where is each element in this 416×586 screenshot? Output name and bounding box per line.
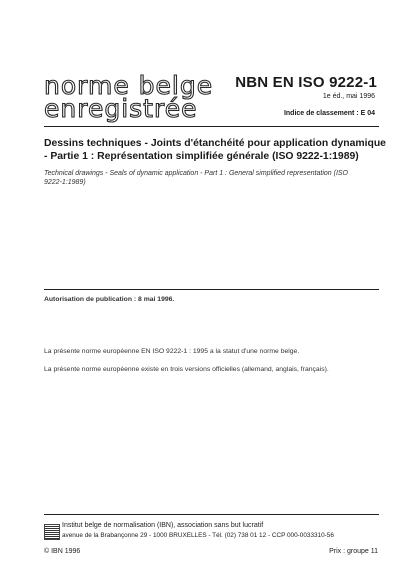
brand-line-1: norme belge xyxy=(44,71,214,100)
footer-address: avenue de la Brabançonne 29 - 1000 BRUXELLES - Tél. (02) 738 01 12 - CCP 000-0033310-56 xyxy=(62,532,334,539)
authorization-date: Autorisation de publication : 8 mai 1996. xyxy=(44,296,175,303)
authorization-rule xyxy=(44,289,379,290)
footer-rule xyxy=(44,514,379,515)
brand-line-2: enregistrée xyxy=(44,94,198,123)
edition: 1e éd., mai 1996 xyxy=(322,93,375,100)
title-line-2: - Partie 1 : Représentation simplifiée générale (ISO 9222-1:1989) xyxy=(44,151,359,162)
english-title-line-2: 9222-1:1989) xyxy=(44,179,86,186)
ibn-logo-icon xyxy=(44,524,60,540)
header-rule xyxy=(44,126,379,127)
paragraph-versions: La présente norme européenne existe en trois versions officielles (allemand, anglais, français). xyxy=(44,366,329,373)
document-title xyxy=(44,137,384,163)
classification-index: Indice de classement : E 04 xyxy=(283,110,375,117)
footer-institute: Institut belge de normalisation (IBN), association sans but lucratif xyxy=(62,522,264,529)
english-title-line-1: Technical drawings - Seals of dynamic application - Part 1 : General simplified representation (ISO xyxy=(44,170,348,177)
paragraph-status: La présente norme européenne EN ISO 9222-1 : 1995 a la statut d'une norme belge. xyxy=(44,348,300,355)
title-line-1: Dessins techniques - Joints d'étanchéité pour application dynamique xyxy=(44,138,386,149)
standard-number: NBN EN ISO 9222-1 xyxy=(235,74,377,91)
footer-copyright: © IBN 1996 xyxy=(44,548,81,555)
footer-price-group: Prix : groupe 11 xyxy=(329,548,378,555)
english-title xyxy=(44,169,384,187)
